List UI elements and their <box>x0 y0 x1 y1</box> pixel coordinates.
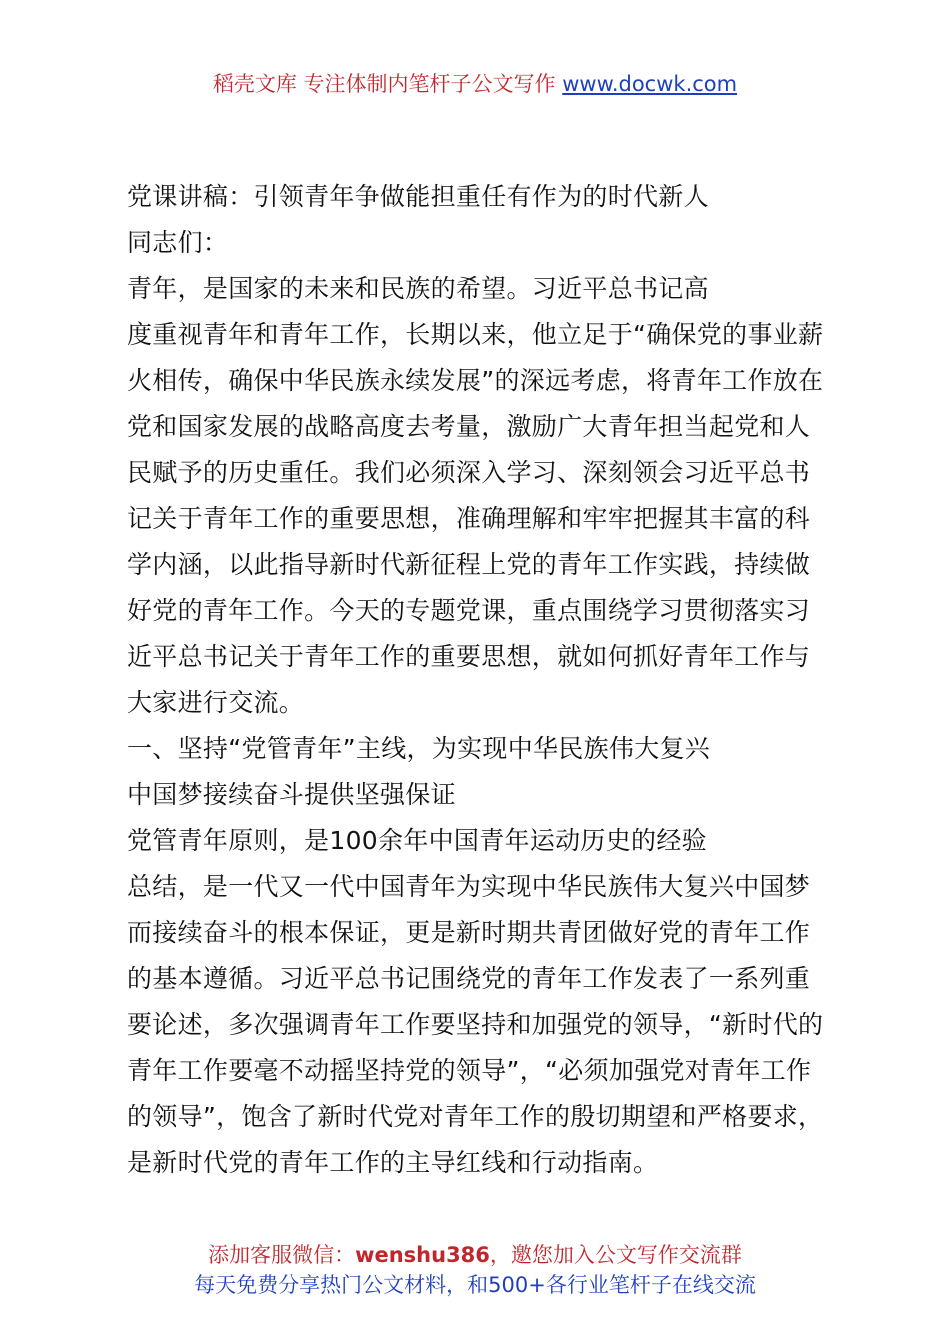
text-line: 近平总书记关于青年工作的重要思想，就如何抓好青年工作与 <box>127 642 811 671</box>
text-line: 党管青年原则，是100余年中国青年运动历史的经验 <box>127 826 707 855</box>
header-brand-text: 稻壳文库 专注体制内笔杆子公文写作 <box>212 72 563 96</box>
section-heading-continued: 中国梦接续奋斗提供坚强保证 <box>127 780 456 809</box>
text-line: 学内涵，以此指导新时代新征程上党的青年工作实践，持续做 <box>127 550 811 579</box>
footer-contact-suffix: ，邀您加入公文写作交流群 <box>489 1243 742 1267</box>
salutation: 同志们： <box>127 228 229 257</box>
footer-contact-prefix: 添加客服微信： <box>208 1243 356 1267</box>
header-site-link[interactable]: www.docwk.com <box>562 72 738 96</box>
text-line: 总结，是一代又一代中国青年为实现中华民族伟大复兴中国梦 <box>127 872 811 901</box>
text-line: 记关于青年工作的重要思想，准确理解和牢牢把握其丰富的科 <box>127 504 811 533</box>
text-line: 度重视青年和青年工作，长期以来，他立足于“确保党的事业薪 <box>127 320 824 349</box>
text-line: 好党的青年工作。今天的专题党课，重点围绕学习贯彻落实习 <box>127 596 811 625</box>
page-header <box>0 68 950 100</box>
text-line: 而接续奋斗的根本保证，更是新时期共青团做好党的青年工作 <box>127 918 811 947</box>
text-line: 火相传，确保中华民族永续发展”的深远考虑，将青年工作放在 <box>127 366 824 395</box>
page-footer <box>0 1240 950 1300</box>
section-heading: 一、坚持“党管青年”主线，为实现中华民族伟大复兴 <box>127 734 711 763</box>
footer-contact-line <box>0 1240 950 1270</box>
text-line: 青年，是国家的未来和民族的希望。习近平总书记高 <box>127 274 709 303</box>
text-line: 民赋予的历史重任。我们必须深入学习、深刻领会习近平总书 <box>127 458 811 487</box>
text-line: 要论述，多次强调青年工作要坚持和加强党的领导，“新时代的 <box>127 1010 824 1039</box>
document-body <box>127 174 827 1186</box>
footer-promo-line: 每天免费分享热门公文材料，和500+各行业笔杆子在线交流 <box>194 1273 756 1297</box>
text-line: 是新时代党的青年工作的主导红线和行动指南。 <box>127 1148 659 1177</box>
document-title: 党课讲稿：引领青年争做能担重任有作为的时代新人 <box>127 182 709 211</box>
text-line: 大家进行交流。 <box>127 688 305 717</box>
footer-wechat-id: wenshu386 <box>355 1243 490 1267</box>
text-line: 的领导”，饱含了新时代党对青年工作的殷切期望和严格要求， <box>127 1102 824 1131</box>
text-line: 的基本遵循。习近平总书记围绕党的青年工作发表了一系列重 <box>127 964 811 993</box>
text-line: 青年工作要毫不动摇坚持党的领导”，“必须加强党对青年工作 <box>127 1056 812 1085</box>
text-line: 党和国家发展的战略高度去考量，激励广大青年担当起党和人 <box>127 412 811 441</box>
